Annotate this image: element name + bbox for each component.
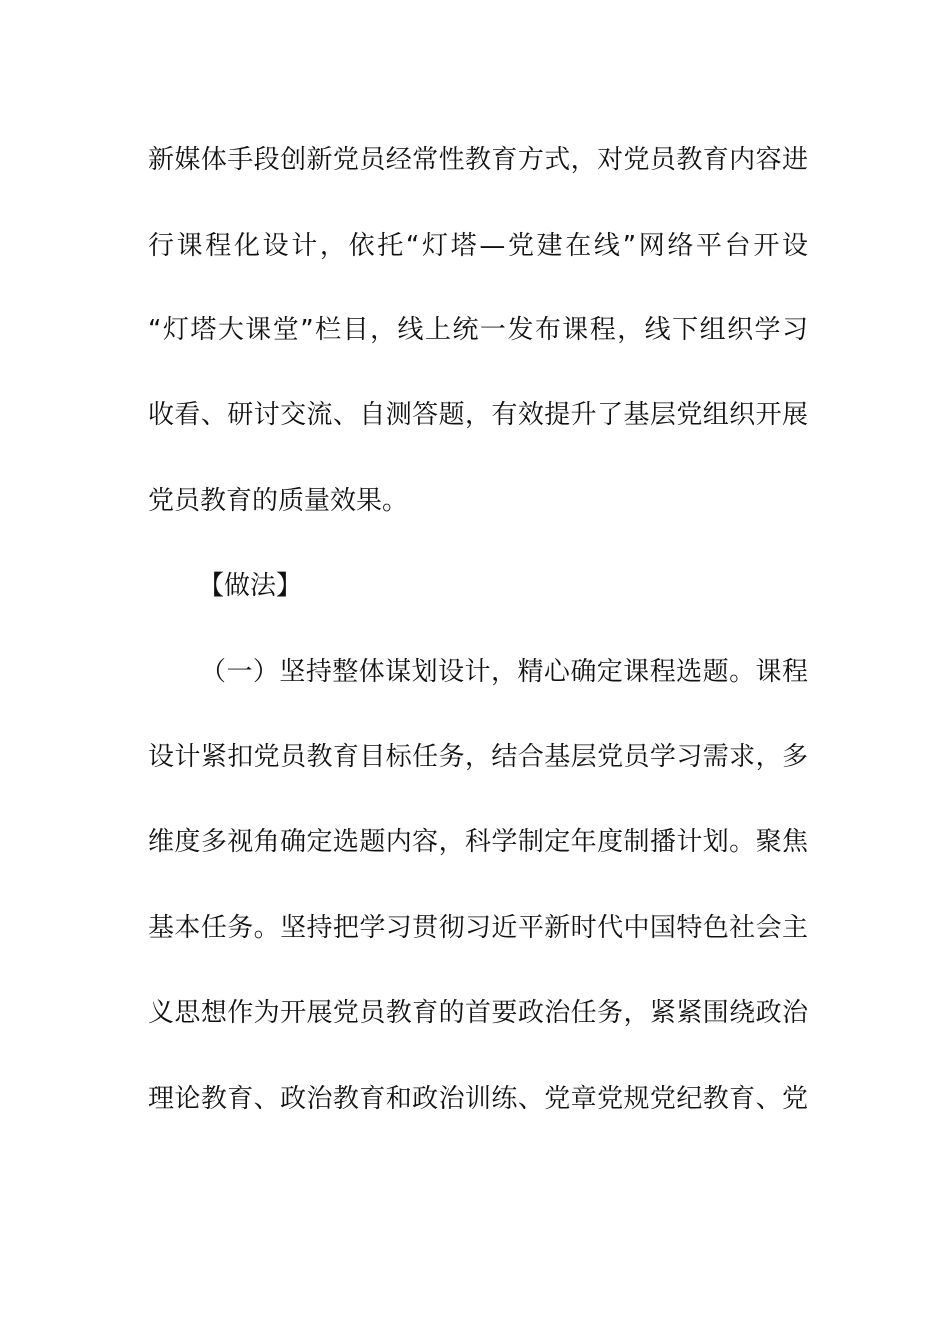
text-line: 理论教育、政治教育和政治训练、党章党规党纪教育、党: [148, 1084, 808, 1114]
section-heading: 【做法】: [198, 571, 303, 601]
text-line: 设计紧扣党员教育目标任务，结合基层党员学习需求，多: [148, 742, 808, 772]
text-line: （一）坚持整体谋划设计，精心确定课程选题。课程: [200, 657, 808, 687]
text-line: 维度多视角确定选题内容，科学制定年度制播计划。聚焦: [148, 827, 808, 857]
text-line: 基本任务。坚持把学习贯彻习近平新时代中国特色社会主: [148, 913, 808, 943]
text-line: 行课程化设计，依托“灯塔—党建在线”网络平台开设: [148, 231, 808, 261]
text-line: “灯塔大课堂”栏目，线上统一发布课程，线下组织学习: [148, 315, 808, 345]
text-line: 党员教育的质量效果。: [148, 486, 409, 516]
text-line: 新媒体手段创新党员经常性教育方式，对党员教育内容进: [148, 145, 808, 175]
text-line: 收看、研讨交流、自测答题，有效提升了基层党组织开展: [148, 400, 808, 430]
text-line: 义思想作为开展党员教育的首要政治任务，紧紧围绕政治: [148, 998, 808, 1028]
